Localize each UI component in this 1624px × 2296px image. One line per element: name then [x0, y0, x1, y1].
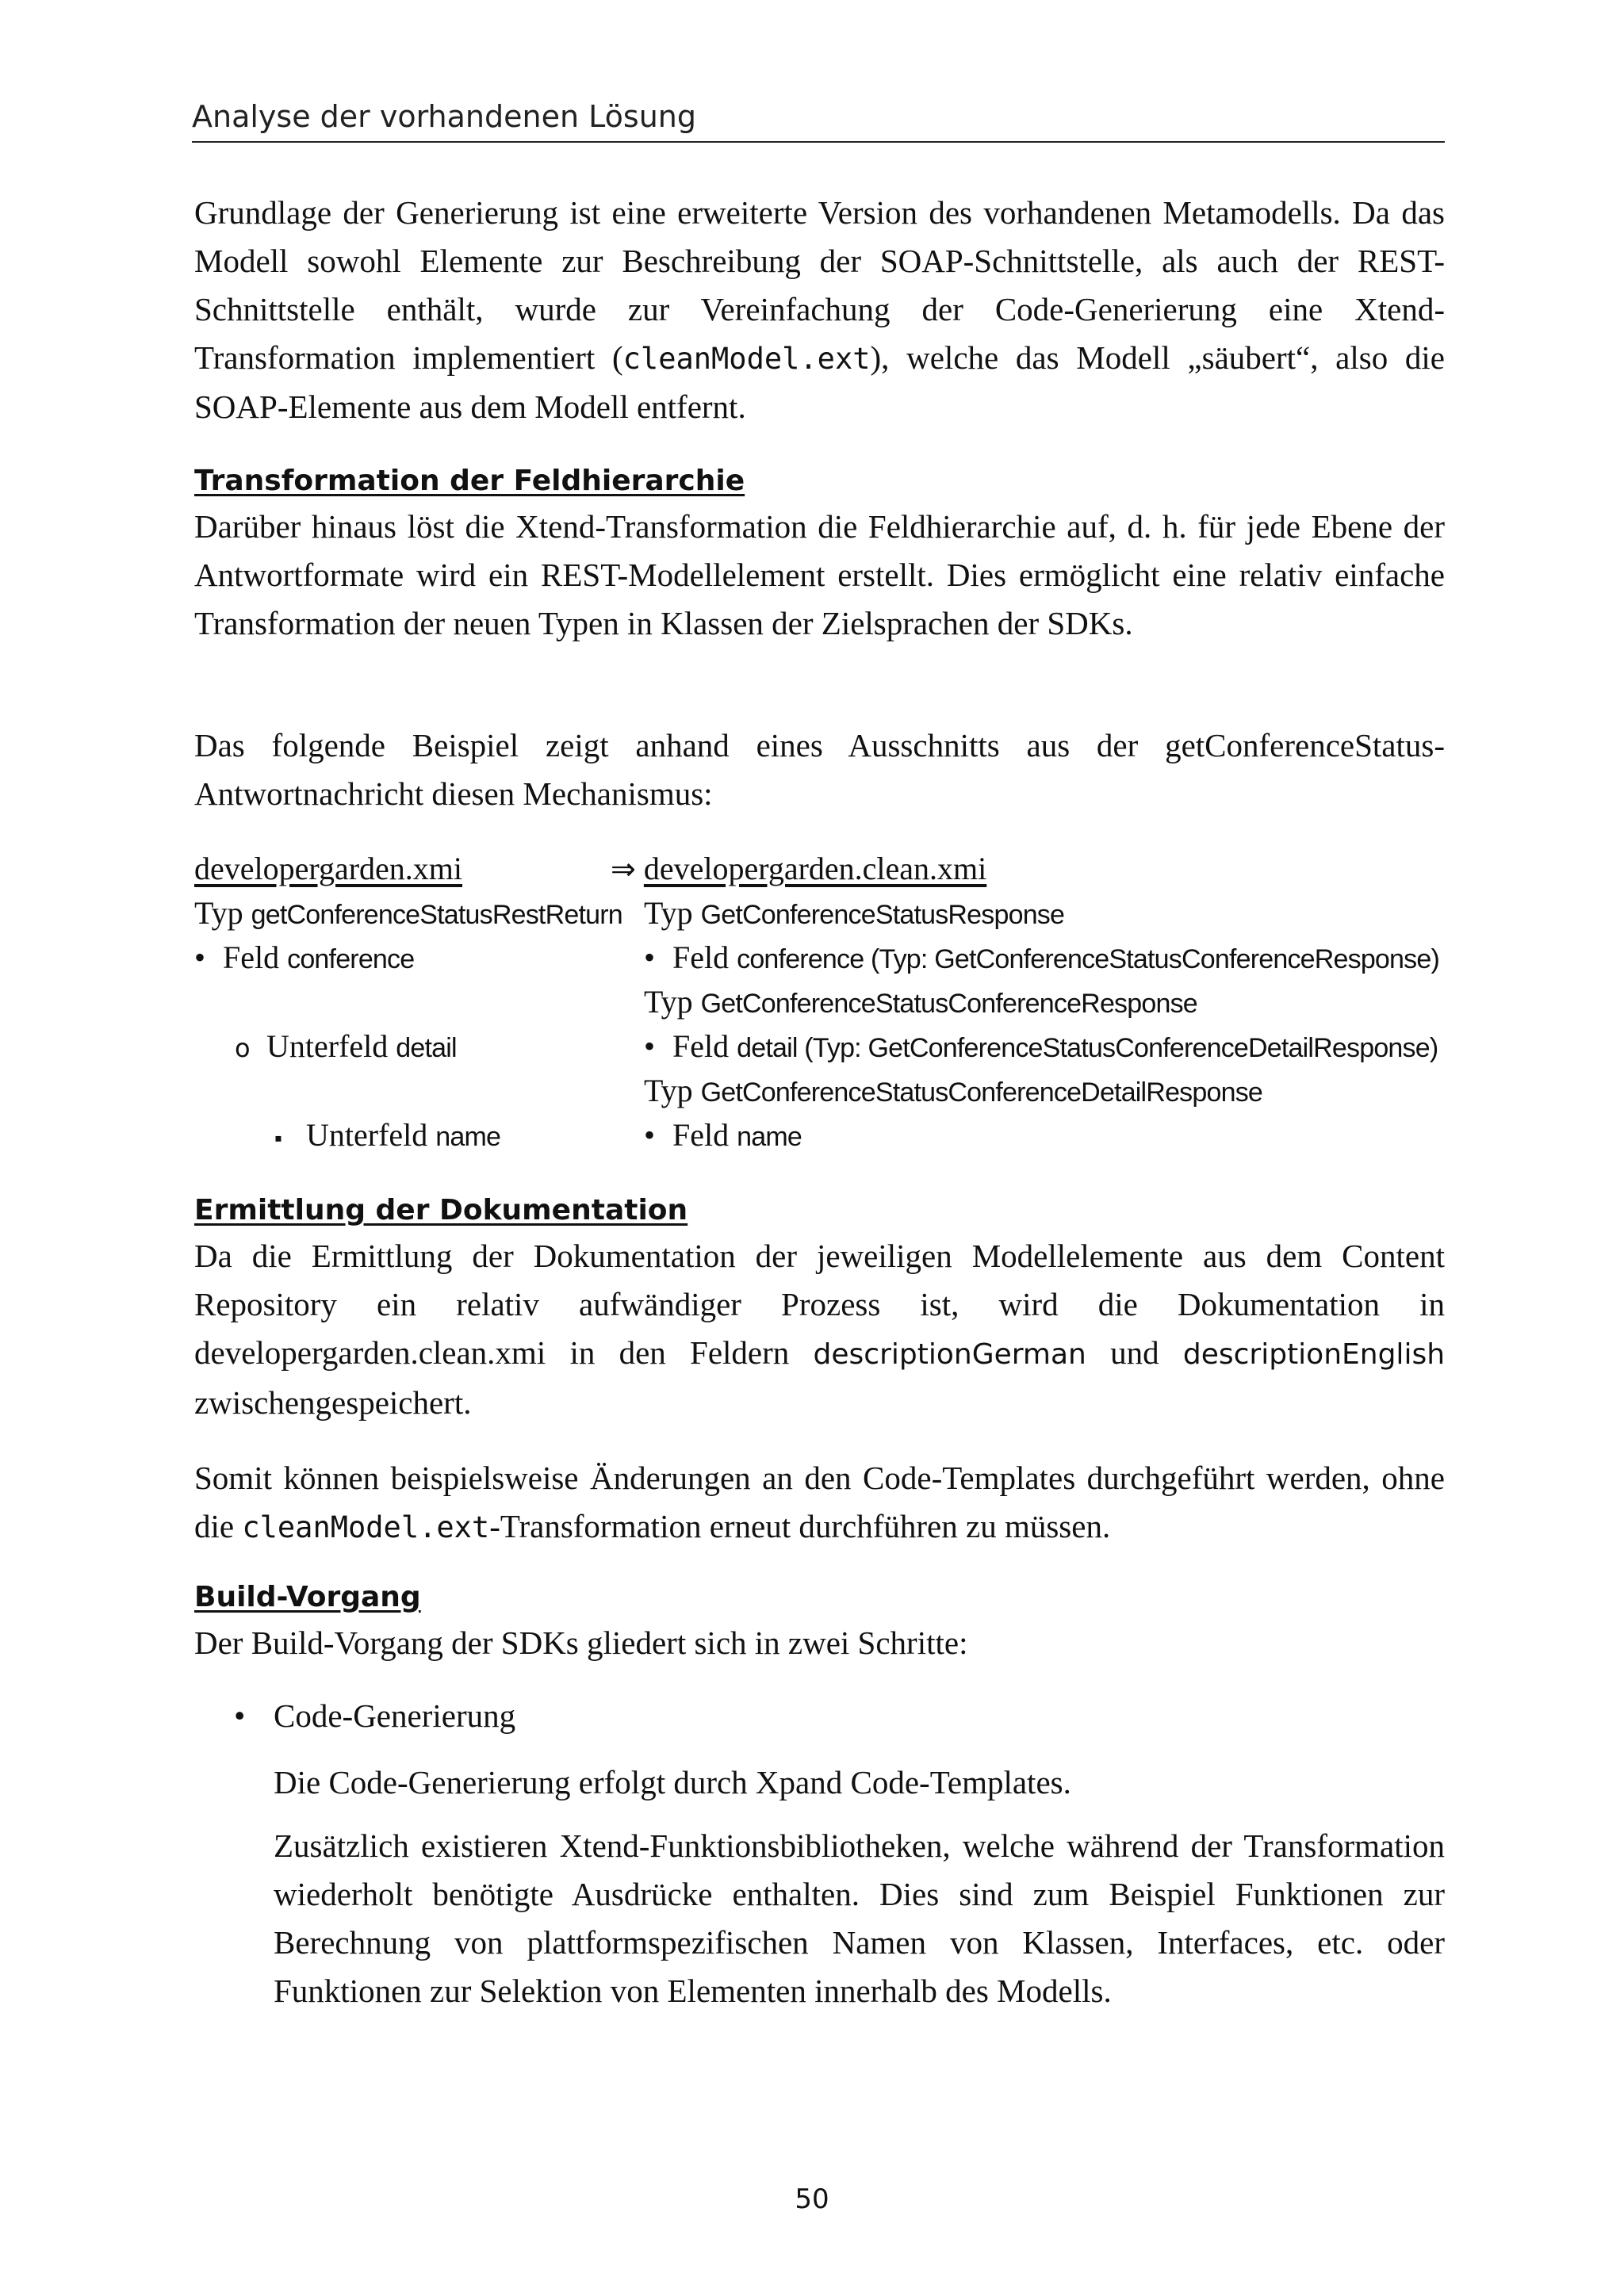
field-description-english: descriptionEnglish	[1182, 1338, 1446, 1371]
left-field-conference: • Feld conference	[194, 936, 414, 982]
code-clean-model: cleanModel.ext	[242, 1510, 490, 1544]
running-header: Analyse der vorhandenen Lösung	[192, 94, 1445, 143]
section-heading-build: Build-Vorgang	[194, 1581, 421, 1613]
intro-paragraph	[194, 189, 1445, 431]
feldhierarchie-paragraph-2: Das folgende Beispiel zeigt anhand eines Ausschnitts aus der getConferenceStatus-Antwortnachricht diesen Mechanismus:	[194, 727, 1445, 812]
intro-text-before: Grundlage der Generierung ist eine erweiterte Version des vorhandenen Metamodells. Da das Modell sowohl Elemente zur Beschreibung der SOAP-Schnittstelle, als auch der REST-Schnittstelle enthält, wurde zur Vereinfachung der Code-Generierung eine Xtend-Transformation implementiert (	[194, 194, 1445, 376]
bullet-dot-icon: •	[644, 1117, 656, 1153]
section-heading-dokumentation: Ermittlung der Dokumentation	[194, 1194, 688, 1226]
build-item-paragraph-2: Zusätzlich existieren Xtend-Funktionsbibliotheken, welche während der Transformation wiederholt benötigte Ausdrücke enthalten. Dies sind zum Beispiel Funktionen zur Berechnung von plattformspezifischen Namen von Klassen, Interfaces, etc. oder Funktionen zur Selektion von Elementen innerhalb des Modells.	[274, 1827, 1445, 2009]
field-description-german: descriptionGerman	[813, 1338, 1086, 1371]
bullet-dot-icon: •	[644, 1028, 656, 1064]
bullet-dot-icon: •	[234, 1697, 246, 1734]
right-type-2: Typ GetConferenceStatusConferenceResponse	[644, 984, 1197, 1020]
page-number: 50	[795, 2183, 829, 2215]
right-field-detail: • Feld detail (Typ: GetConferenceStatusConferenceDetailResponse)	[644, 1024, 1438, 1070]
bullet-circle-icon: o	[235, 1033, 251, 1063]
left-type-line: Typ getConferenceStatusRestReturn	[194, 895, 622, 931]
implies-arrow-icon: ⇒	[611, 851, 636, 886]
left-file-name: developergarden.xmi	[194, 851, 463, 886]
right-type-3: Typ GetConferenceStatusConferenceDetailResponse	[644, 1073, 1263, 1108]
bullet-dot-icon: •	[194, 939, 206, 975]
right-field-name: • Feld name	[644, 1113, 802, 1159]
feldhierarchie-paragraph-1: Darüber hinaus löst die Xtend-Transformation die Feldhierarchie auf, d. h. für jede Ebene der Antwortformate wird ein REST-Modellelement erstellt. Dies ermöglicht eine relativ einfache Transformation der neuen Typen in Klassen der Zielsprachen der SDKs.	[194, 508, 1445, 641]
bullet-dot-icon: •	[644, 939, 656, 975]
build-list-item: • Code-Generierung	[234, 1692, 515, 1740]
intro-code: cleanModel.ext	[622, 342, 871, 376]
left-subsubfield-name: ▪ Unterfeld name	[274, 1113, 500, 1161]
bullet-square-icon: ▪	[274, 1127, 282, 1151]
build-item-paragraph-1: Die Code-Generierung erfolgt durch Xpand Code-Templates.	[274, 1764, 1071, 1800]
dokumentation-paragraph-2: Somit können beispielsweise Änderungen an den Code-Templates durchgeführt werden, ohne die cleanModel.ext-Transformation erneut durchführen zu müssen.	[194, 1460, 1445, 1544]
section-heading-feldhierarchie: Transformation der Feldhierarchie	[194, 465, 745, 497]
right-type-1: Typ GetConferenceStatusResponse	[644, 895, 1065, 931]
intro-text-after: ), welche das Modell „säubert“, also die SOAP-Elemente aus dem Modell entfernt.	[194, 339, 1445, 425]
left-subfield-detail: o Unterfeld detail	[235, 1024, 457, 1070]
right-file-name: ⇒ developergarden.clean.xmi	[611, 851, 987, 886]
build-intro: Der Build-Vorgang der SDKs gliedert sich in zwei Schritte:	[194, 1624, 968, 1661]
right-field-conference: • Feld conference (Typ: GetConferenceStatusConferenceResponse)	[644, 936, 1439, 982]
dokumentation-paragraph-1: Da die Ermittlung der Dokumentation der jeweiligen Modellelemente aus dem Content Repository ein relativ aufwändiger Prozess ist, wird die Dokumentation in developergarden.clean.xmi in den Feldern descriptionGerman und descriptionEnglish zwischengespeichert.	[194, 1238, 1446, 1421]
